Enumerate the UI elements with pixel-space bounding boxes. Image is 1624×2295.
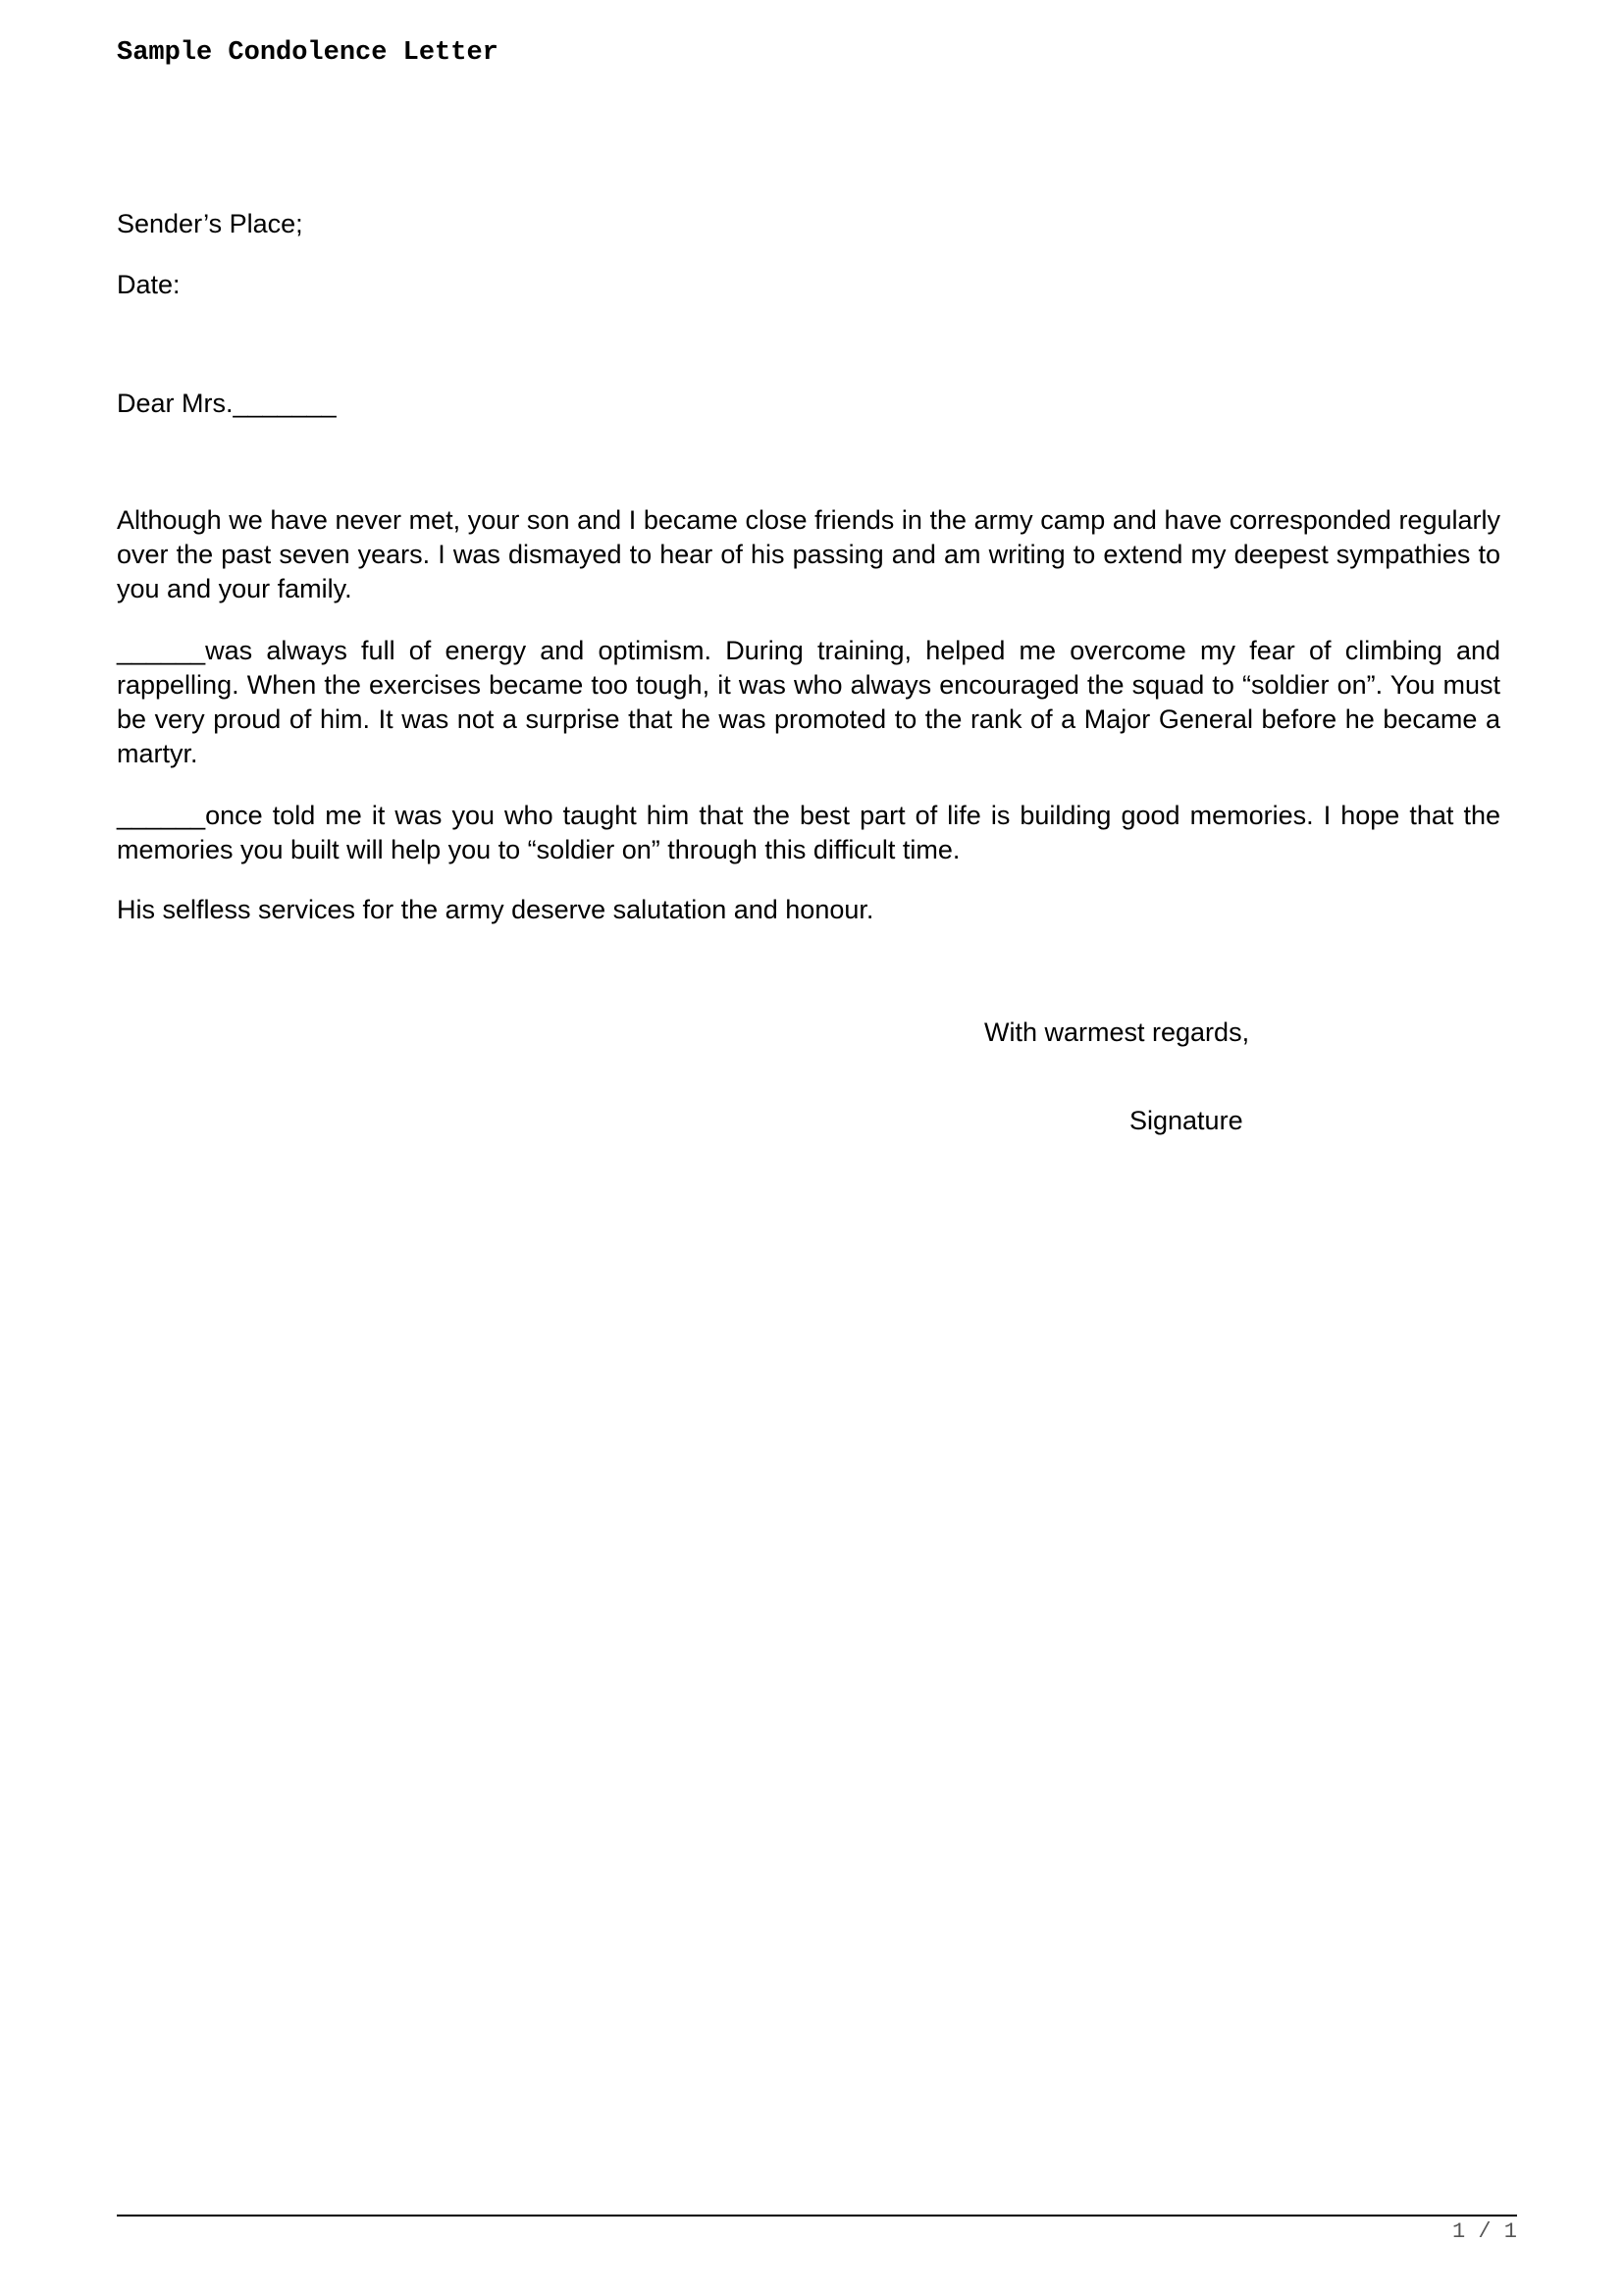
page-indicator: 1 / 1: [1451, 2219, 1517, 2244]
paragraph-memories-training: ______was always full of energy and optimism. During training, helped me overcome my fear of climbing and rappelling. When the exercises became too tough, it was who always encouraged the squad to “soldier on”. You must be very proud of him. It was not a surprise that he was promoted to the rank of a Major General before he became a martyr.: [117, 636, 1500, 768]
paragraph-intro: Although we have never met, your son and I became close friends in the army camp and have corresponded regularly over the past seven years. I was dismayed to hear of his passing and am writing to extend my deepest sympathies to you and your family.: [117, 505, 1500, 603]
closing-line: With warmest regards,: [984, 1017, 1250, 1047]
sender-place: Sender’s Place;: [117, 209, 303, 238]
date-label: Date:: [117, 270, 181, 299]
signature: Signature: [1129, 1106, 1243, 1135]
document-title: Sample Condolence Letter: [117, 38, 498, 68]
footer-divider: [117, 2215, 1517, 2217]
salutation: Dear Mrs._______: [117, 389, 337, 418]
paragraph-honour: His selfless services for the army deserve salutation and honour.: [117, 895, 874, 924]
paragraph-good-memories: ______once told me it was you who taught him that the best part of life is building good memories. I hope that the memories you built will help you to “soldier on” through this difficult time.: [117, 801, 1500, 864]
